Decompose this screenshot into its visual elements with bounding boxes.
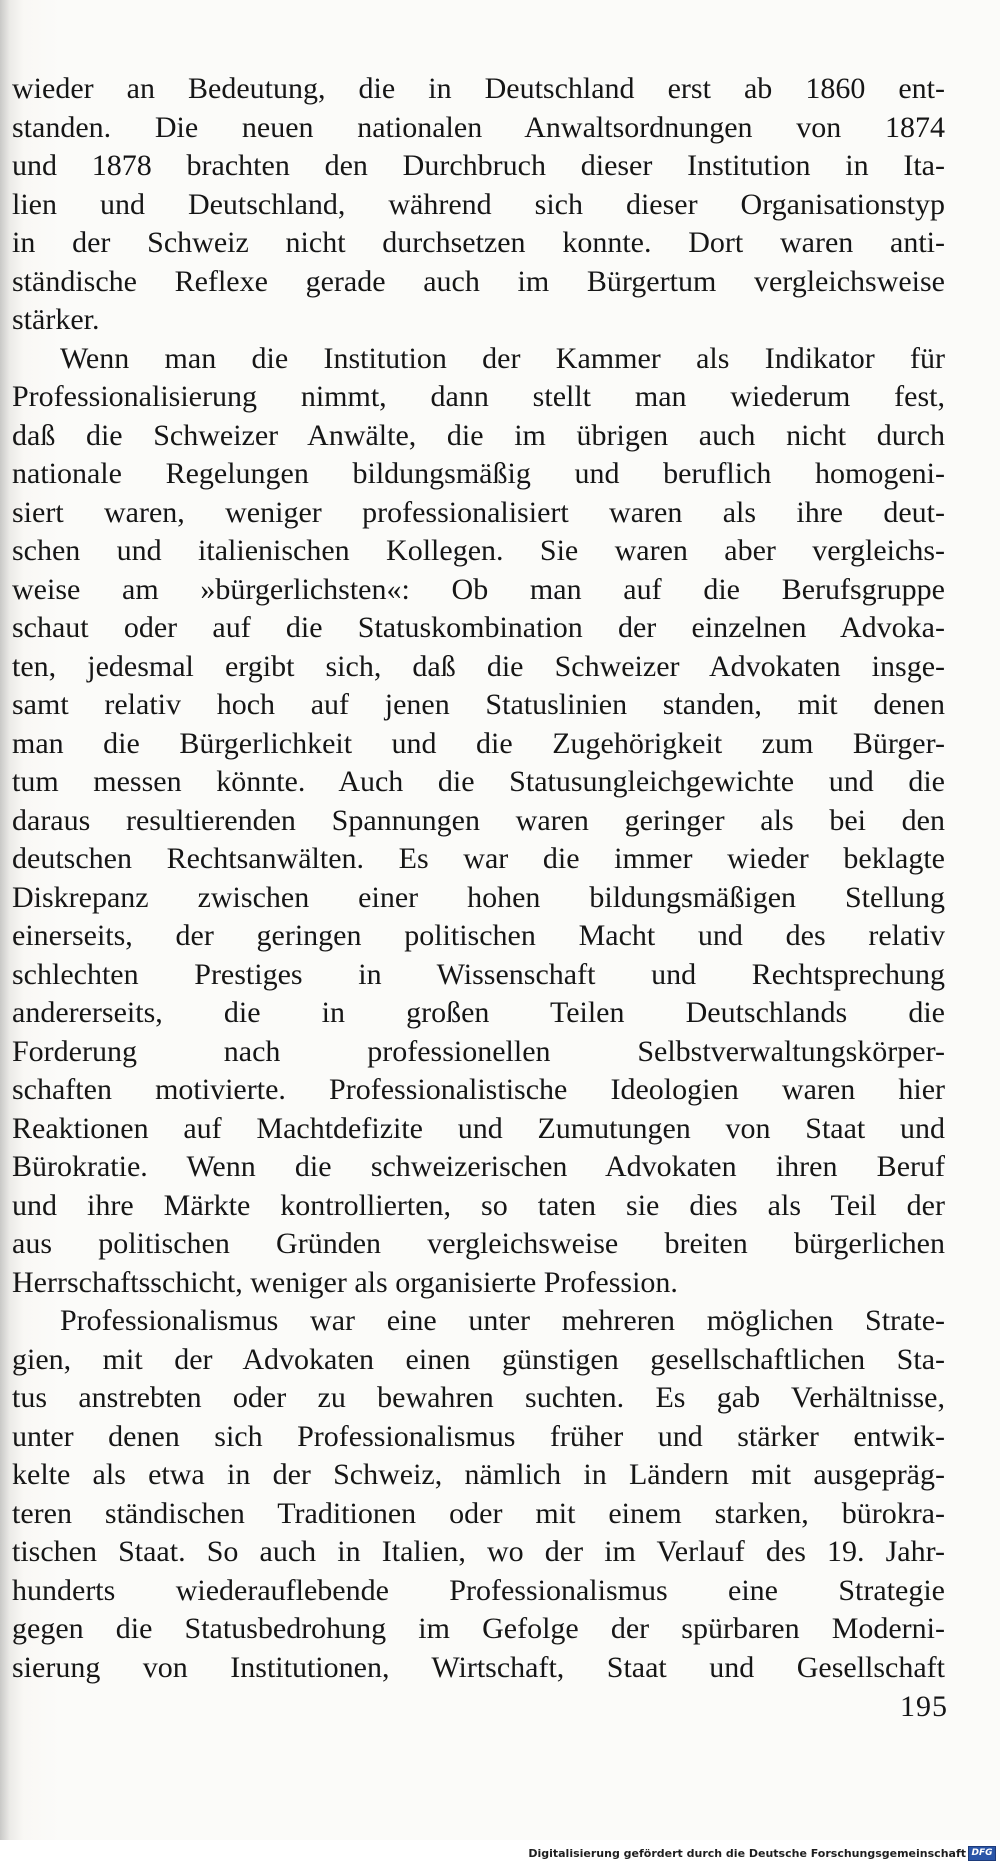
text-line: ständische Reflexe gerade auch im Bürgertum vergleichsweise (12, 264, 945, 298)
paragraph-3 (12, 1302, 945, 1687)
text-line: Professionalisierung nimmt, dann stellt man wiederum fest, (12, 380, 945, 413)
text-line: sierung von Institutionen, Wirtschaft, Staat und Gesellschaft (12, 1650, 945, 1684)
text-line: samt relativ hoch auf jenen Statuslinien standen, mit denen (12, 688, 945, 721)
paragraph-1 (12, 70, 945, 340)
text-line: hunderts wiederauflebende Professionalismus eine Strategie (12, 1573, 945, 1607)
text-line: teren ständischen Traditionen oder mit einem starken, bürokra- (12, 1496, 945, 1530)
text-line: in der Schweiz nicht durchsetzen konnte. Dort waren anti- (12, 226, 945, 259)
text-line: einerseits, der geringen politischen Macht und des relativ (12, 919, 945, 952)
text-line: weise am »bürgerlichsten«: Ob man auf die Berufsgruppe (12, 572, 945, 606)
text-line: gegen die Statusbedrohung im Gefolge der spürbaren Moderni- (12, 1612, 945, 1645)
text-line: lien und Deutschland, während sich dieser Organisationstyp (12, 187, 945, 221)
text-line: stärker. (12, 303, 100, 336)
text-line: tischen Staat. So auch in Italien, wo der im Verlauf des 19. Jahr- (12, 1535, 945, 1568)
text-line: Forderung nach professionellen Selbstverwaltungskörper- (12, 1034, 945, 1068)
text-line: Diskrepanz zwischen einer hohen bildungsmäßigen Stellung (12, 880, 945, 914)
text-line: Professionalismus war eine unter mehreren möglichen Strate- (60, 1304, 945, 1337)
text-line: schlechten Prestiges in Wissenschaft und Rechtsprechung (12, 957, 945, 991)
text-line: daraus resultierenden Spannungen waren geringer als bei den (12, 803, 945, 837)
page-number: 195 (900, 1690, 948, 1723)
text-line: schen und italienischen Kollegen. Sie waren aber vergleichs- (12, 534, 945, 567)
text-line: siert waren, weniger professionalisiert waren als ihre deut- (12, 495, 945, 529)
text-line: wieder an Bedeutung, die in Deutschland erst ab 1860 ent- (12, 72, 945, 105)
text-line: unter denen sich Professionalismus früher und stärker entwik- (12, 1419, 945, 1453)
text-line: und 1878 brachten den Durchbruch dieser Institution in Ita- (12, 149, 945, 182)
text-line: nationale Regelungen bildungsmäßig und beruflich homogeni- (12, 457, 945, 490)
footer-credit: Digitalisierung gefördert durch die Deutsche Forschungsgemeinschaft (528, 1847, 966, 1860)
text-line: Herrschaftsschicht, weniger als organisierte Profession. (12, 1265, 678, 1299)
text-line: schaut oder auf die Statuskombination der einzelnen Advoka- (12, 611, 945, 644)
text-line: tus anstrebten oder zu bewahren suchten. Es gab Verhältnisse, (12, 1381, 945, 1414)
text-line: daß die Schweizer Anwälte, die im übrigen auch nicht durch (12, 418, 945, 452)
body-text (12, 70, 945, 1687)
text-line: kelte als etwa in der Schweiz, nämlich in Ländern mit ausgepräg- (12, 1458, 945, 1491)
text-line: ten, jedesmal ergibt sich, daß die Schweizer Advokaten insge- (12, 649, 945, 683)
text-line: man die Bürgerlichkeit und die Zugehörigkeit zum Bürger- (12, 726, 945, 760)
text-line: deutschen Rechtsanwälten. Es war die immer wieder beklagte (12, 842, 945, 875)
text-line: schaften motivierte. Professionalistische Ideologien waren hier (12, 1073, 945, 1106)
dfg-logo-icon: DFG (968, 1846, 996, 1861)
digitization-footer (0, 1840, 1000, 1866)
text-line: Wenn man die Institution der Kammer als Indikator für (60, 341, 945, 375)
text-line: Reaktionen auf Machtdefizite und Zumutungen von Staat und (12, 1111, 945, 1145)
text-line: und ihre Märkte kontrollierten, so taten sie dies als Teil der (12, 1188, 945, 1222)
paragraph-2 (12, 340, 945, 1303)
text-line: Bürokratie. Wenn die schweizerischen Advokaten ihren Beruf (12, 1150, 945, 1183)
text-line: gien, mit der Advokaten einen günstigen gesellschaftlichen Sta- (12, 1342, 945, 1376)
text-line: andererseits, die in großen Teilen Deutschlands die (12, 996, 945, 1029)
text-line: tum messen könnte. Auch die Statusungleichgewichte und die (12, 765, 945, 798)
text-line: standen. Die neuen nationalen Anwaltsordnungen von 1874 (12, 110, 945, 144)
text-line: aus politischen Gründen vergleichsweise breiten bürgerlichen (12, 1227, 945, 1260)
